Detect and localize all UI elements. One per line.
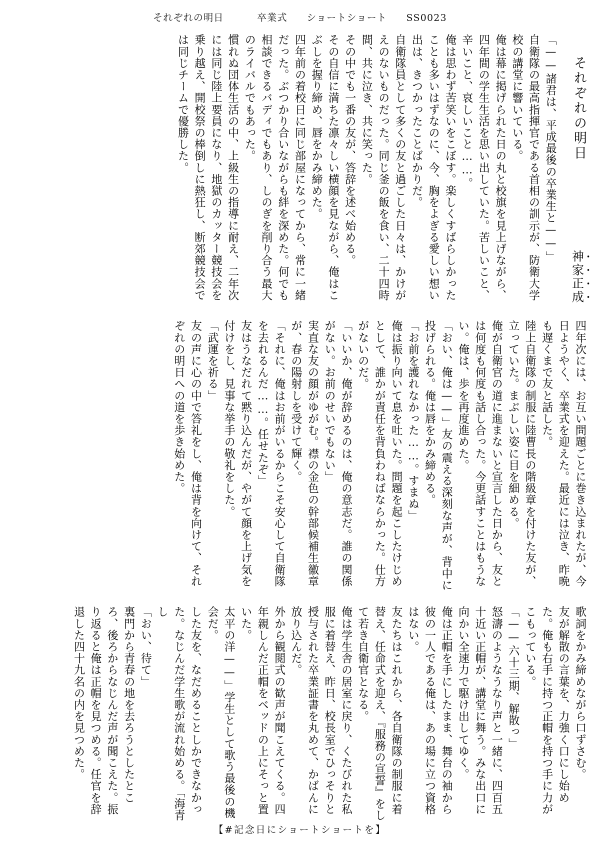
body-block-1 bbox=[13, 34, 588, 310]
paragraph: 俺が自衛官の道に進まないと宣言した日から、友とは何度も何度も話し合った。今更話すことはもうない。俺は、歩を再度進めた。 bbox=[456, 320, 504, 587]
page-header bbox=[0, 10, 600, 24]
paragraph: 友が解散の言葉を、力強く口にし始めた。俺も右手に持つ正帽を持つ手に力がこもっている。 bbox=[523, 606, 571, 815]
paragraph: 四年次には、お互い問題ごとに巻き込まれたが、今日ようやく、卒業式を迎えた。最近には泣き、昨晩も遅くまで友と話した。 bbox=[540, 320, 587, 587]
paragraph: 太平の洋——」学生として歌う最後の機会だ。 bbox=[206, 606, 236, 819]
paragraph: 俺は幕に掲げられた日の丸と校旗を見上げながら、四年間の学生生活を思い出していた。苦しいこと、辛いこと、哀しいこと……。 bbox=[460, 34, 508, 301]
body-text-2 bbox=[170, 320, 588, 596]
author-name: 神家正成 bbox=[570, 250, 585, 304]
header-series-title: それぞれの明日 bbox=[153, 13, 224, 24]
paragraph: 自衛隊の最高指揮官である首相の訓示が、防衛大学校の講堂に響いている。 bbox=[510, 34, 541, 301]
paragraph: 「お前を護れなかった……。すまぬ」 bbox=[406, 320, 420, 522]
paragraph: 実直な友の顔がゆがむ。襟の金色の幹部候補生徽章が、春の陽射しを受けて輝く。 bbox=[289, 320, 320, 587]
paragraph: 「——諸君は、平成最後の卒業生と——」 bbox=[544, 34, 558, 263]
paragraph: 陸上自衛隊の制服に陸曹長の階級章を付けた友が、立っていた。まぶしい姿に目を細める。 bbox=[507, 320, 537, 587]
body-text-1 bbox=[174, 34, 559, 310]
page-title: それぞれの明日 bbox=[571, 56, 586, 161]
paragraph: 友たちはこれから、各自衛隊の制服に着替え、任命式を迎え、『服務の宣誓』をして若き自衛官となる。 bbox=[356, 606, 404, 821]
paragraph: 歌詞をかみ締めながら口ずさむ。 bbox=[574, 606, 587, 780]
paragraph: 「——六十三期、解散っ」 bbox=[507, 606, 521, 750]
paragraph: した友を、なだめることしかできなかった。なじんだ学生歌が流れ始める。「海青し bbox=[156, 606, 203, 821]
paragraph: 友はうなだれて黙り込んだが、やがて顔を上げ気を付けをし、見事な挙手の敬礼をした。 bbox=[222, 320, 253, 587]
paragraph: 俺は思わず苦笑いをこぼす。楽しくすばらしかったことも多いはずなのに、今、胸をよぎる愛しい想い出は、きつかったことばかりだ。 bbox=[410, 34, 457, 301]
paragraph: 友の声に心の中で答礼をし、俺は背を向けて、それぞれの明日への道を歩き始めた。 bbox=[172, 320, 203, 587]
title-column bbox=[568, 34, 588, 310]
paragraph: 怒濤のようなうなり声と一緒に、四百五十近い正帽が、講堂に舞う。みな出口に向かい全速力で駆け出してゆく。 bbox=[456, 606, 504, 815]
body-block-2 bbox=[13, 320, 588, 596]
paragraph: 「おい、俺は——」友の震える深刻な声が、背中に投げられる。俺は唇をかみ締める。 bbox=[423, 320, 454, 591]
body-block-3 bbox=[13, 606, 588, 824]
paragraph: 「いいか、俺が辞めるのは、俺の意志だ。誰の関係がない。お前のせいでもない」 bbox=[323, 320, 353, 587]
paragraph: その中でも一番の友が、答辞を述べ始める。 bbox=[343, 34, 357, 266]
body-text-3 bbox=[70, 606, 588, 824]
paragraph: 「おい、待て」 bbox=[139, 606, 153, 688]
paragraph: 自衛隊員として多くの友と過ごした日々は、かけがえのないものだった。同じ釜の飯を食い、二十四時間、共に泣き、共に笑った。 bbox=[360, 34, 407, 301]
paragraph: 「武運を祈る」 bbox=[206, 320, 220, 402]
header-code: SS0023 bbox=[406, 13, 447, 24]
paragraph: 俺は振り向いて息を吐いた。問題を起こしたけじめとして、誰かが責任を背負わねばならかった。仕方がないのだ。 bbox=[356, 320, 404, 587]
page-footer: 【#記念日にショートショートを】 bbox=[213, 825, 387, 836]
paragraph: 「それに、俺はお前がいるからこそ安心して自衛隊を去れるんだ……。任せたぞ」 bbox=[256, 320, 287, 587]
paragraph: 外から観閲式の歓声が聞こえてくる。四年親しんだ正帽をベッドの上にそっと置いた。 bbox=[239, 606, 287, 815]
paragraph: 俺は学生舎の居室に戻り、くたびれた私服に着替え、昨日、校長室でひっそりと授与された卒業証書を丸めて、かばんに放り込んだ。 bbox=[289, 606, 353, 815]
header-occasion: 卒業式 bbox=[257, 13, 288, 24]
header-format: ショートショート bbox=[306, 13, 388, 24]
paragraph: 四年前の着校日に同じ部屋になってから、常に一緒だった。ぶつかり合いながらも絆を深めた。何でも相談できるバディでもあり、しのぎを削り合う最大のライバルでもあった。 bbox=[243, 34, 307, 301]
paragraph: 裏門から青春の地を去ろうとしたところ、後ろからなじんだ声が聞こえた。振り返ると俺は正帽を見つめる。任官を辞退した四十九名の内を見つめた。 bbox=[72, 606, 136, 815]
paragraph: 慣れぬ団体生活の中、上級生の指導に耐え、二年次には同じ陸上要員になり、地獄のカッター競技会を乗り越え、開校祭の棒倒しに熱狂し、断郊競技会では同じチームで優勝した。 bbox=[176, 34, 240, 301]
paragraph: 俺は正帽を手にしたまま、舞台の袖から彼の一人である俺は、あの場に立つ資格はない。 bbox=[406, 606, 454, 815]
paragraph: その自信に満ちた凛々しい横顔を見ながら、俺はこぶしを握り締め、唇をかみ締めた。 bbox=[310, 34, 340, 301]
